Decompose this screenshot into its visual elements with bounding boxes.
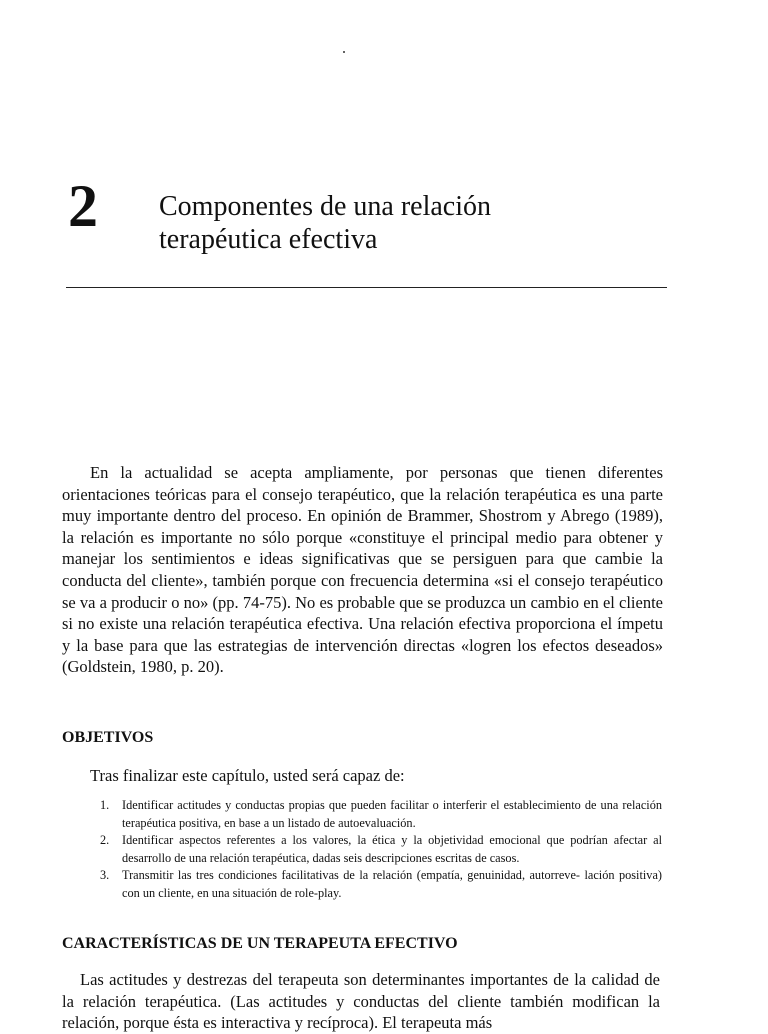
objectives-lead: Tras finalizar este capítulo, usted será capaz de: xyxy=(90,766,405,785)
section-heading: CARACTERÍSTICAS DE UN TERAPEUTA EFECTIVO xyxy=(62,935,458,952)
section-paragraph: Las actitudes y destrezas del terapeuta son determinantes importantes de la calidad de la relación terapéutica. (Las actitudes y conductas del cliente también modifican la relación, porque ésta es interactiva y recíproca). El terapeuta más xyxy=(62,970,660,1033)
objective-number: 2. xyxy=(100,833,110,848)
objective-number: 1. xyxy=(100,798,110,812)
chapter-title-line-1: Componentes de una relación xyxy=(159,191,492,222)
objective-item xyxy=(100,832,662,867)
chapter-divider xyxy=(66,287,667,288)
chapter-number: 2 xyxy=(68,173,98,239)
scan-speck xyxy=(343,51,345,53)
objective-item xyxy=(100,867,662,902)
chapter-title xyxy=(159,190,639,256)
objectives-heading: OBJETIVOS xyxy=(62,729,154,746)
objective-item xyxy=(100,797,662,832)
objective-text: Identificar aspectos referentes a los valores, la ética y la objetividad emocional que podrían afectar al desarrollo de una relación terapéutica, dadas seis descripciones escritas de casos. xyxy=(122,833,662,865)
objectives-list xyxy=(100,797,662,903)
objective-text: Identificar actitudes y conductas propias que pueden facilitar o interferir el establecimiento de una relación terapéutica positiva, en base a un listado de autoevaluación. xyxy=(122,798,662,830)
objective-text: Transmitir las tres condiciones facilitativas de la relación (empatía, genuinidad, autorreve- lación positiva) con un cliente, en una situación de role-play. xyxy=(122,868,662,900)
chapter-title-line-2: terapéutica efectiva xyxy=(159,224,378,255)
objective-number: 3. xyxy=(100,868,110,883)
intro-paragraph: En la actualidad se acepta ampliamente, por personas que tienen diferentes orientaciones teóricas para el consejo terapéutico, que la relación terapéutica es una parte muy importante dentro del proceso. En opinión de Brammer, Shostrom y Abrego (1989), la relación es importante no sólo porque «constituye el principal medio para obtener y manejar los sentimientos e ideas significativas que se persiguen para que cambie la conducta del cliente», también porque con frecuencia determina «si el consejo terapéutico se va a producir o no» (pp. 74-75). No es probable que se produzca un cambio en el cliente si no existe una relación terapéutica efectiva. Una relación efectiva proporciona el ímpetu y la base para que las estrategias de intervención directas «logren los efectos deseados» (Goldstein, 1980, p. 20). xyxy=(62,463,663,677)
